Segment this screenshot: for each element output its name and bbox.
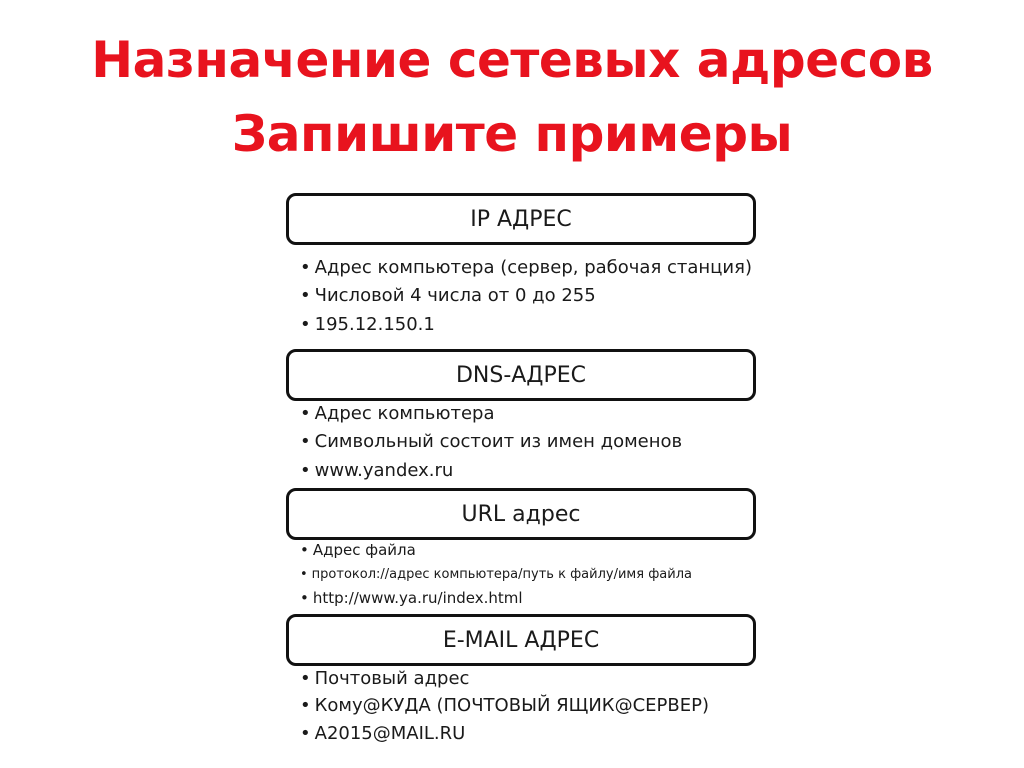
list-item xyxy=(300,589,523,607)
list-item xyxy=(300,695,709,717)
bullet-icon: • xyxy=(300,723,311,744)
list-item xyxy=(300,285,596,307)
bullet-icon: • xyxy=(300,541,309,559)
list-item-text: Адрес компьютера (сервер, рабочая станция) xyxy=(314,257,752,278)
slide-title-line2: Запишите примеры xyxy=(231,105,793,163)
list-item-text: www.yandex.ru xyxy=(314,460,454,481)
list-item xyxy=(300,460,453,482)
ip-address-heading-box xyxy=(286,193,756,245)
list-item xyxy=(300,314,435,336)
list-item-text: Числовой 4 числа от 0 до 255 xyxy=(314,285,596,306)
bullet-icon: • xyxy=(300,567,308,582)
list-item xyxy=(300,541,416,559)
list-item xyxy=(300,668,469,690)
dns-address-heading: DNS-АДРЕС xyxy=(455,362,587,388)
bullet-icon: • xyxy=(300,285,311,306)
email-address-heading-box xyxy=(286,614,756,666)
bullet-icon: • xyxy=(300,403,311,424)
list-item xyxy=(300,257,752,279)
bullet-icon: • xyxy=(300,589,309,607)
list-item xyxy=(300,403,495,425)
bullet-icon: • xyxy=(300,460,311,481)
list-item-text: Почтовый адрес xyxy=(314,668,470,689)
list-item-text: Адрес компьютера xyxy=(314,403,495,424)
list-item-text: 195.12.150.1 xyxy=(314,314,435,335)
dns-address-heading-box xyxy=(286,349,756,401)
list-item xyxy=(300,567,692,583)
list-item-text: http://www.ya.ru/index.html xyxy=(312,589,523,607)
ip-address-heading: IP АДРЕС xyxy=(470,206,572,232)
list-item-text: А2015@MAIL.RU xyxy=(314,723,466,744)
list-item xyxy=(300,431,682,453)
bullet-icon: • xyxy=(300,695,311,716)
list-item xyxy=(300,723,465,745)
bullet-icon: • xyxy=(300,668,311,689)
email-address-heading: E-MAIL АДРЕС xyxy=(442,627,600,653)
bullet-icon: • xyxy=(300,257,311,278)
bullet-icon: • xyxy=(300,314,311,335)
bullet-icon: • xyxy=(300,431,311,452)
url-address-heading: URL адрес xyxy=(461,501,581,527)
list-item-text: протокол://адрес компьютера/путь к файлу/имя файла xyxy=(311,567,692,582)
list-item-text: Адрес файла xyxy=(312,541,416,559)
list-item-text: Символьный состоит из имен доменов xyxy=(314,431,683,452)
slide-title-line1: Назначение сетевых адресов xyxy=(91,31,933,89)
url-address-heading-box xyxy=(286,488,756,540)
list-item-text: Кому@КУДА (ПОЧТОВЫЙ ЯЩИК@СЕРВЕР) xyxy=(314,695,709,716)
